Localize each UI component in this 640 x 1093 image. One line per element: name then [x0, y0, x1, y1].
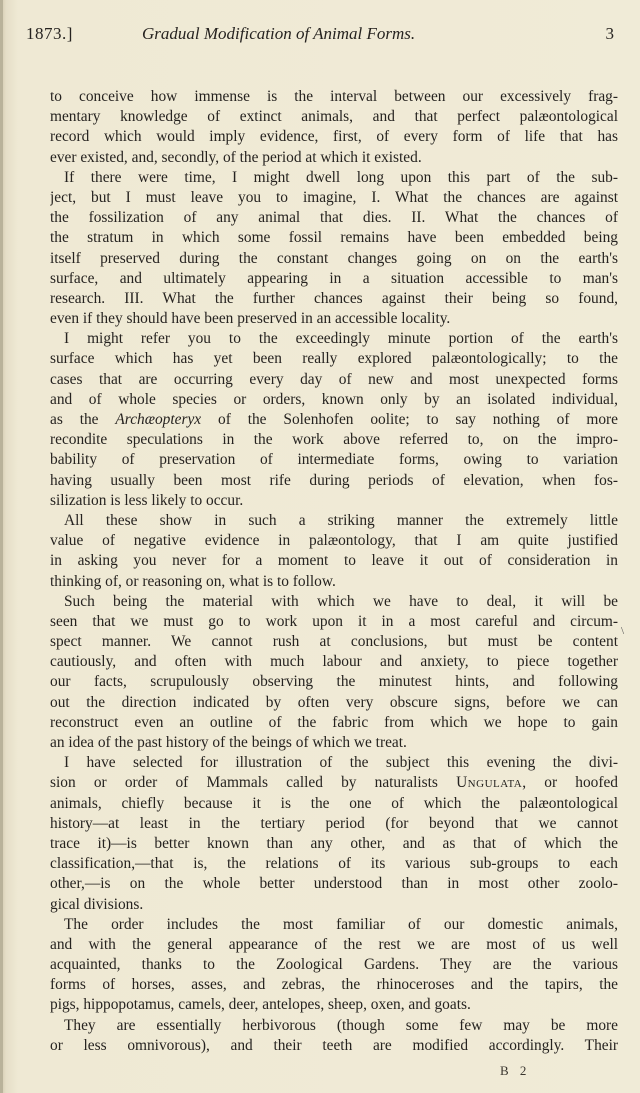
text-line: surface which has yet been really explored palæontologically; to the	[50, 350, 618, 368]
text-line: classification,—that is, the relations of its various sub-groups to each	[50, 855, 618, 873]
text-line: history—at least in the tertiary period (for beyond that we cannot	[50, 814, 618, 832]
text-line: forms of horses, asses, and zebras, the rhinoceroses and the tapirs, the	[50, 976, 618, 994]
text-line: reconstruct even an outline of the fabric from which we hope to gain	[50, 713, 618, 731]
genus-name: Archæopteryx	[115, 411, 202, 428]
text-line: spect manner. We cannot rush at conclusions, but must be content	[50, 633, 618, 651]
text-line: in asking you never for a moment to leave it out of consideration in	[50, 552, 618, 570]
text-line: research. III. What the further chances against their being so found,	[50, 289, 618, 307]
text-line: gical divisions.	[50, 895, 144, 913]
body-text	[50, 87, 618, 1056]
running-head	[26, 24, 614, 52]
running-head-year: 1873.]	[26, 24, 73, 43]
text-line: I might refer you to the exceedingly minute portion of the earth's	[64, 330, 618, 348]
text-line: thinking of, or reasoning on, what is to follow.	[50, 572, 336, 590]
text-line: cautiously, and often with much labour and anxiety, to piece together	[50, 653, 618, 671]
text-line: ever existed, and, secondly, of the period at which it existed.	[50, 148, 422, 166]
text-line: or less omnivorous), and their teeth are modified accordingly. Their	[50, 1036, 618, 1054]
margin-mark: \	[621, 625, 625, 637]
text-line: All these show in such a striking manner the extremely little	[64, 511, 618, 529]
text-line: animals, chiefly because it is the one of which the palæontological	[50, 794, 618, 812]
text-line: our facts, scrupulously observing the minutest hints, and following	[50, 673, 618, 691]
text-line: ject, but I must leave you to imagine, I. What the chances are against	[50, 188, 618, 206]
text-line: They are essentially herbivorous (though some few may be more	[64, 1016, 618, 1034]
text-line: the fossilization of any animal that dies. II. What the chances of	[50, 209, 618, 227]
text-line: pigs, hippopotamus, camels, deer, antelopes, sheep, oxen, and goats.	[50, 996, 471, 1014]
text-line: and with the general appearance of the rest we are most of us well	[50, 935, 618, 953]
text-line: even if they should have been preserved in an accessible locality.	[50, 310, 451, 328]
page-spine-edge	[0, 0, 3, 1093]
text-line: out the direction indicated by often very obscure signs, before we can	[50, 693, 618, 711]
text-line: Such being the material with which we have to deal, it will be	[64, 592, 618, 610]
text-line: acquainted, thanks to the Zoological Gardens. They are the various	[50, 956, 618, 974]
text-line: and of whole species or orders, known only by an isolated individual,	[50, 390, 618, 408]
text-line: I have selected for illustration of the subject this evening the divi-	[64, 754, 618, 772]
text-line: bability of preservation of intermediate forms, owing to variation	[50, 451, 618, 469]
text-line: recondite speculations in the work above referred to, on the impro-	[50, 431, 618, 449]
text-line: other,—is on the whole better understood than in most other zoolo-	[50, 875, 618, 893]
order-name: Ungulata	[456, 774, 523, 792]
text-line: surface, and ultimately appearing in a situation accessible to man's	[50, 269, 618, 287]
text-line: The order includes the most familiar of our domestic animals,	[64, 915, 618, 933]
text-line: record which would imply evidence, first, of every form of life that has	[50, 128, 618, 146]
text-line: cases that are occurring every day of new and most unexpected forms	[50, 370, 618, 388]
text-line: to conceive how immense is the interval between our excessively frag-	[50, 88, 618, 105]
page-number: 3	[605, 24, 614, 43]
text-line: having usually been most rife during periods of elevation, when fos-	[50, 471, 618, 489]
running-head-title: Gradual Modification of Animal Forms.	[142, 24, 416, 43]
text-line: itself preserved during the constant changes going on on the earth's	[50, 249, 618, 267]
text-line: as the Archæopteryx of the Solenhofen oolite; to say nothing of more	[50, 411, 618, 428]
text-line: value of negative evidence in palæontology, that I am quite justified	[50, 532, 618, 550]
text-line: mentary knowledge of extinct animals, and that perfect palæontological	[50, 108, 618, 126]
text-line: an idea of the past history of the beings of which we treat.	[50, 734, 407, 751]
text-line: sion or order of Mammals called by naturalists Ungulata, or hoofed	[50, 774, 618, 792]
text-line: seen that we must go to work upon it in a most careful and circum-	[50, 612, 618, 630]
signature-mark: B 2	[500, 1063, 531, 1078]
text-line: If there were time, I might dwell long upon this part of the sub-	[64, 168, 618, 186]
text-line: silization is less likely to occur.	[50, 491, 244, 509]
text-line: trace it)—is better known than any other, and as that of which the	[50, 834, 618, 852]
text-line: the stratum in which some fossil remains have been embedded being	[50, 229, 618, 247]
